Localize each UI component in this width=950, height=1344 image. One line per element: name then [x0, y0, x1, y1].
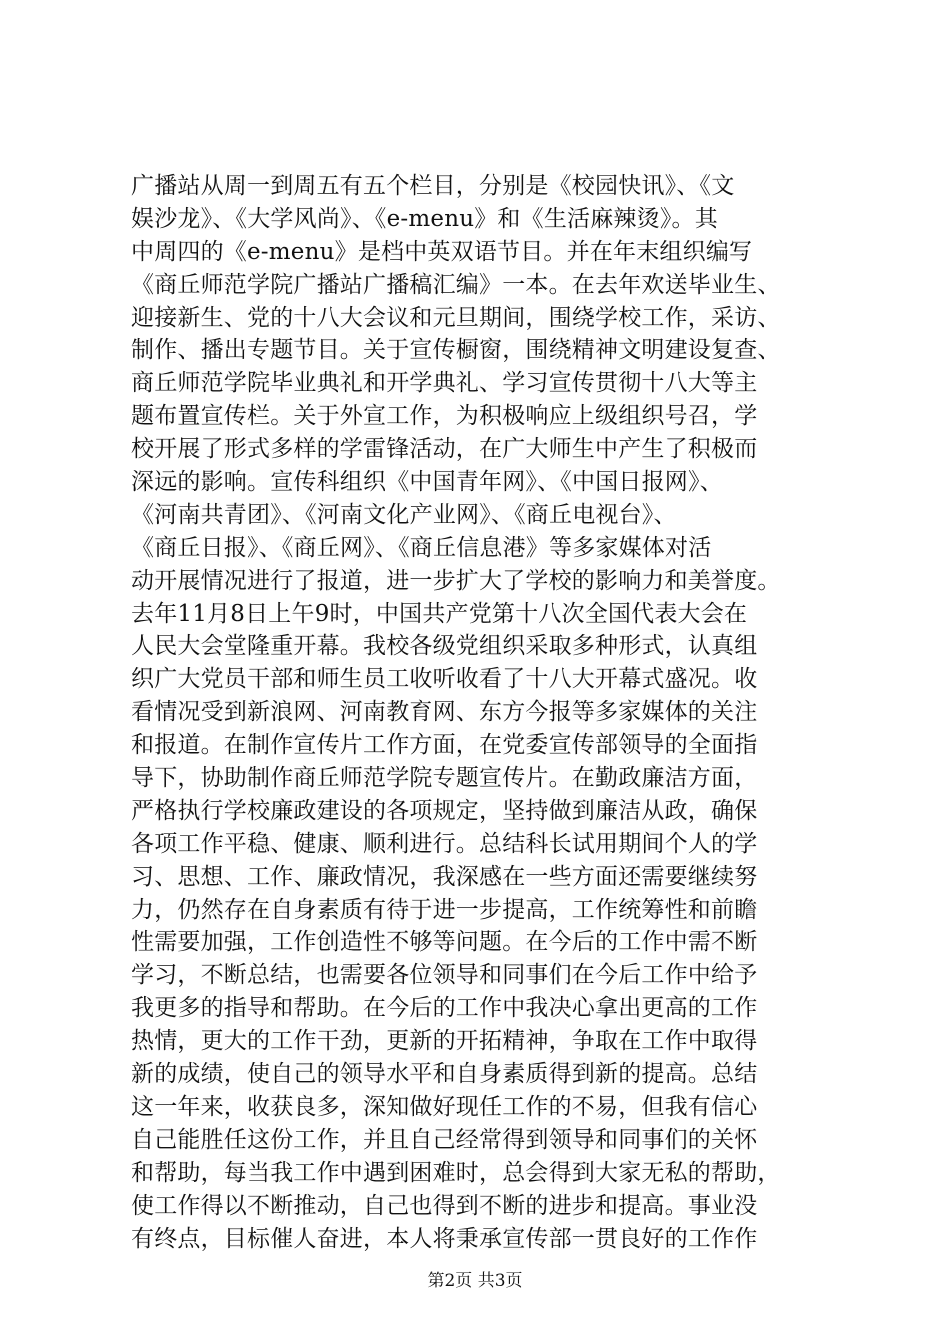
text-line: 去年11月8日上午9时，中国共产党第十八次全国代表大会在 — [131, 600, 748, 627]
text-line: 动开展情况进行了报道，进一步扩大了学校的影响力和美誉度。 — [131, 567, 781, 594]
text-line: 这一年来，收获良多，深知做好现任工作的不易，但我有信心 — [131, 1093, 758, 1120]
text-line: 有终点，目标催人奋进，本人将秉承宣传部一贯良好的工作作 — [131, 1225, 758, 1252]
text-line: 和报道。在制作宣传片工作方面，在党委宣传部领导的全面指 — [131, 732, 758, 759]
text-line: 使工作得以不断推动，自己也得到不断的进步和提高。事业没 — [131, 1192, 758, 1219]
text-line: 《商丘日报》、《商丘网》、《商丘信息港》等多家媒体对活 — [131, 534, 712, 561]
text-line: 中周四的《e-menu》是档中英双语节目。并在年末组织编写 — [131, 238, 753, 265]
text-line: 严格执行学校廉政建设的各项规定，坚持做到廉洁从政，确保 — [131, 797, 758, 824]
text-line: 题布置宣传栏。关于外宣工作，为积极响应上级组织号召，学 — [131, 403, 758, 430]
text-line: 新的成绩，使自己的领导水平和自身素质得到新的提高。总结 — [131, 1061, 758, 1088]
text-line: 迎接新生、党的十八大会议和元旦期间，围绕学校工作，采访、 — [131, 304, 781, 331]
text-line: 《河南共青团》、《河南文化产业网》、《商丘电视台》、 — [131, 501, 677, 528]
text-line: 制作、播出专题节目。关于宣传橱窗，围绕精神文明建设复查、 — [131, 337, 781, 364]
text-line: 热情，更大的工作干劲，更新的开拓精神，争取在工作中取得 — [131, 1028, 758, 1055]
text-line: 性需要加强，工作创造性不够等问题。在今后的工作中需不断 — [131, 929, 758, 956]
text-line: 看情况受到新浪网、河南教育网、东方今报等多家媒体的关注 — [131, 699, 758, 726]
text-line: 人民大会堂隆重开幕。我校各级党组织采取多种形式，认真组 — [131, 633, 758, 660]
text-line: 我更多的指导和帮助。在今后的工作中我决心拿出更高的工作 — [131, 995, 758, 1022]
text-line: 校开展了形式多样的学雷锋活动，在广大师生中产生了积极而 — [131, 436, 758, 463]
text-line: 自己能胜任这份工作，并且自己经常得到领导和同事们的关怀 — [131, 1126, 758, 1153]
text-line: 织广大党员干部和师生员工收听收看了十八大开幕式盛况。收 — [131, 666, 758, 693]
text-line: 力，仍然存在自身素质有待于进一步提高，工作统筹性和前瞻 — [131, 896, 758, 923]
text-line: 《商丘师范学院广播站广播稿汇编》一本。在去年欢送毕业生、 — [131, 271, 781, 298]
text-line: 商丘师范学院毕业典礼和开学典礼、学习宣传贯彻十八大等主 — [131, 370, 758, 397]
text-line: 导下，协助制作商丘师范学院专题宣传片。在勤政廉洁方面， — [131, 765, 758, 792]
page-footer: 第2页 共3页 — [427, 1271, 523, 1291]
text-line: 广播站从周一到周五有五个栏目，分别是《校园快讯》、《文 — [131, 173, 735, 199]
text-line: 和帮助，每当我工作中遇到困难时，总会得到大家无私的帮助， — [131, 1159, 781, 1186]
text-line: 各项工作平稳、健康、顺利进行。总结科长试用期间个人的学 — [131, 830, 758, 857]
text-line: 学习，不断总结，也需要各位领导和同事们在今后工作中给予 — [131, 962, 758, 989]
body-text — [131, 170, 831, 1255]
text-line: 娱沙龙》、《大学风尚》、《e-menu》和《生活麻辣烫》。其 — [131, 205, 718, 232]
text-line: 深远的影响。宣传科组织《中国青年网》、《中国日报网》、 — [131, 469, 723, 496]
text-line: 习、思想、工作、廉政情况，我深感在一些方面还需要继续努 — [131, 863, 758, 890]
